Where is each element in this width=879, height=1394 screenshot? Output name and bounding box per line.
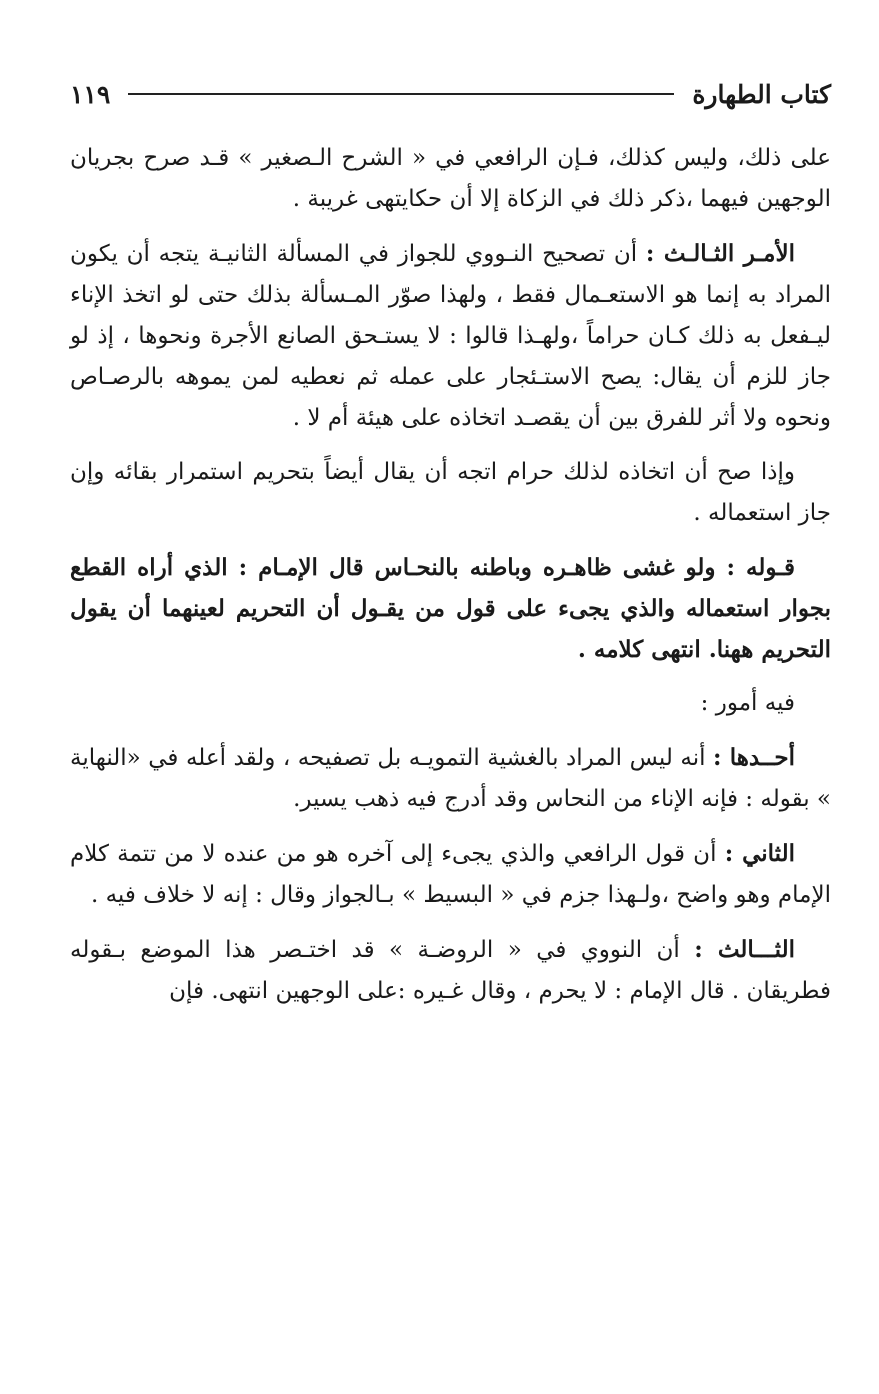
- paragraph-5: [70, 683, 831, 724]
- paragraph-text: أن تصحيح النـووي للجواز في المسألة الثانيـة يتجه أن يكون المراد به إنما هو الاستعـمال فقط ، ولهذا صوّر المـسألة بذلك حتى لو اتخذ الإناء ليـفعل به ذلك كـان حراماً ،ولهـذا قالوا : لا يستـحق الصانع الأجرة ونحوها ، إذ لو جاز للزم أن يقال: يصح الاستـئجار على عمله ثم نعطيه لمن يموهه بالرصـاص ونحوه ولا أثر للفرق بين أن يقصـد اتخاذه على هيئة أم لا .: [70, 241, 831, 431]
- paragraph-1: [70, 138, 831, 220]
- paragraph-text: أن النووي في « الروضـة » قد اختـصر هذا الموضع بـقوله فطريقان . قال الإمام : لا يحرم ، وقال غـيره :على الوجهين انتهى. فإن: [70, 937, 831, 1004]
- paragraph-lead: الثاني :: [724, 840, 795, 867]
- paragraph-text: أنه ليس المراد بالغشية التمويـه بل تصفيحه ، ولقد أعله في «النهاية » بقوله : فإنه الإناء من النحاس وقد أدرج فيه ذهب يسير.: [70, 745, 831, 812]
- paragraph-7: [70, 833, 831, 916]
- paragraph-lead: الأمـر الثـالـث :: [645, 240, 795, 267]
- paragraph-text: أن قول الرافعي والذي يجىء إلى آخره هو من عنده لا من تتمة كلام الإمام وهو واضح ،ولـهذا جزم في « البسيط » بـالجواز وقال : إنه لا خلاف فيه .: [70, 841, 831, 908]
- page-number: ١١٩: [70, 79, 111, 109]
- chapter-title: كتاب الطهارة: [692, 79, 831, 109]
- paragraph-2: [70, 233, 831, 439]
- paragraph-4-quote: [70, 547, 831, 670]
- paragraph-text: قـوله : ولو غشى ظاهـره وباطنه بالنحـاس قال الإمـام : الذي أراه القطع بجوار استعماله والذي يجىء على قول من يقـول أن التحريم لعينهما أن يقول التحريم ههنا. انتهى كلامه .: [70, 554, 831, 663]
- paragraph-text: على ذلك، وليس كذلك، فـإن الرافعي في « الشرح الـصغير » قـد صرح بجريان الوجهين فيهما ،ذكر ذلك في الزكاة إلا أن حكايتهى غريبة .: [70, 145, 831, 212]
- paragraph-lead: الثـــالث :: [694, 936, 795, 963]
- paragraph-text: وإذا صح أن اتخاذه لذلك حرام اتجه أن يقال أيضاً بتحريم استمرار بقائه وإن جاز استعماله .: [70, 459, 831, 526]
- paragraph-3: [70, 452, 831, 534]
- body-text: [70, 138, 831, 1025]
- paragraph-6: [70, 737, 831, 820]
- header-rule: [128, 93, 674, 95]
- paragraph-lead: أحــدها :: [713, 744, 795, 771]
- running-header: [70, 74, 831, 114]
- paragraph-8: [70, 929, 831, 1012]
- paragraph-text: فيه أمور :: [700, 690, 795, 716]
